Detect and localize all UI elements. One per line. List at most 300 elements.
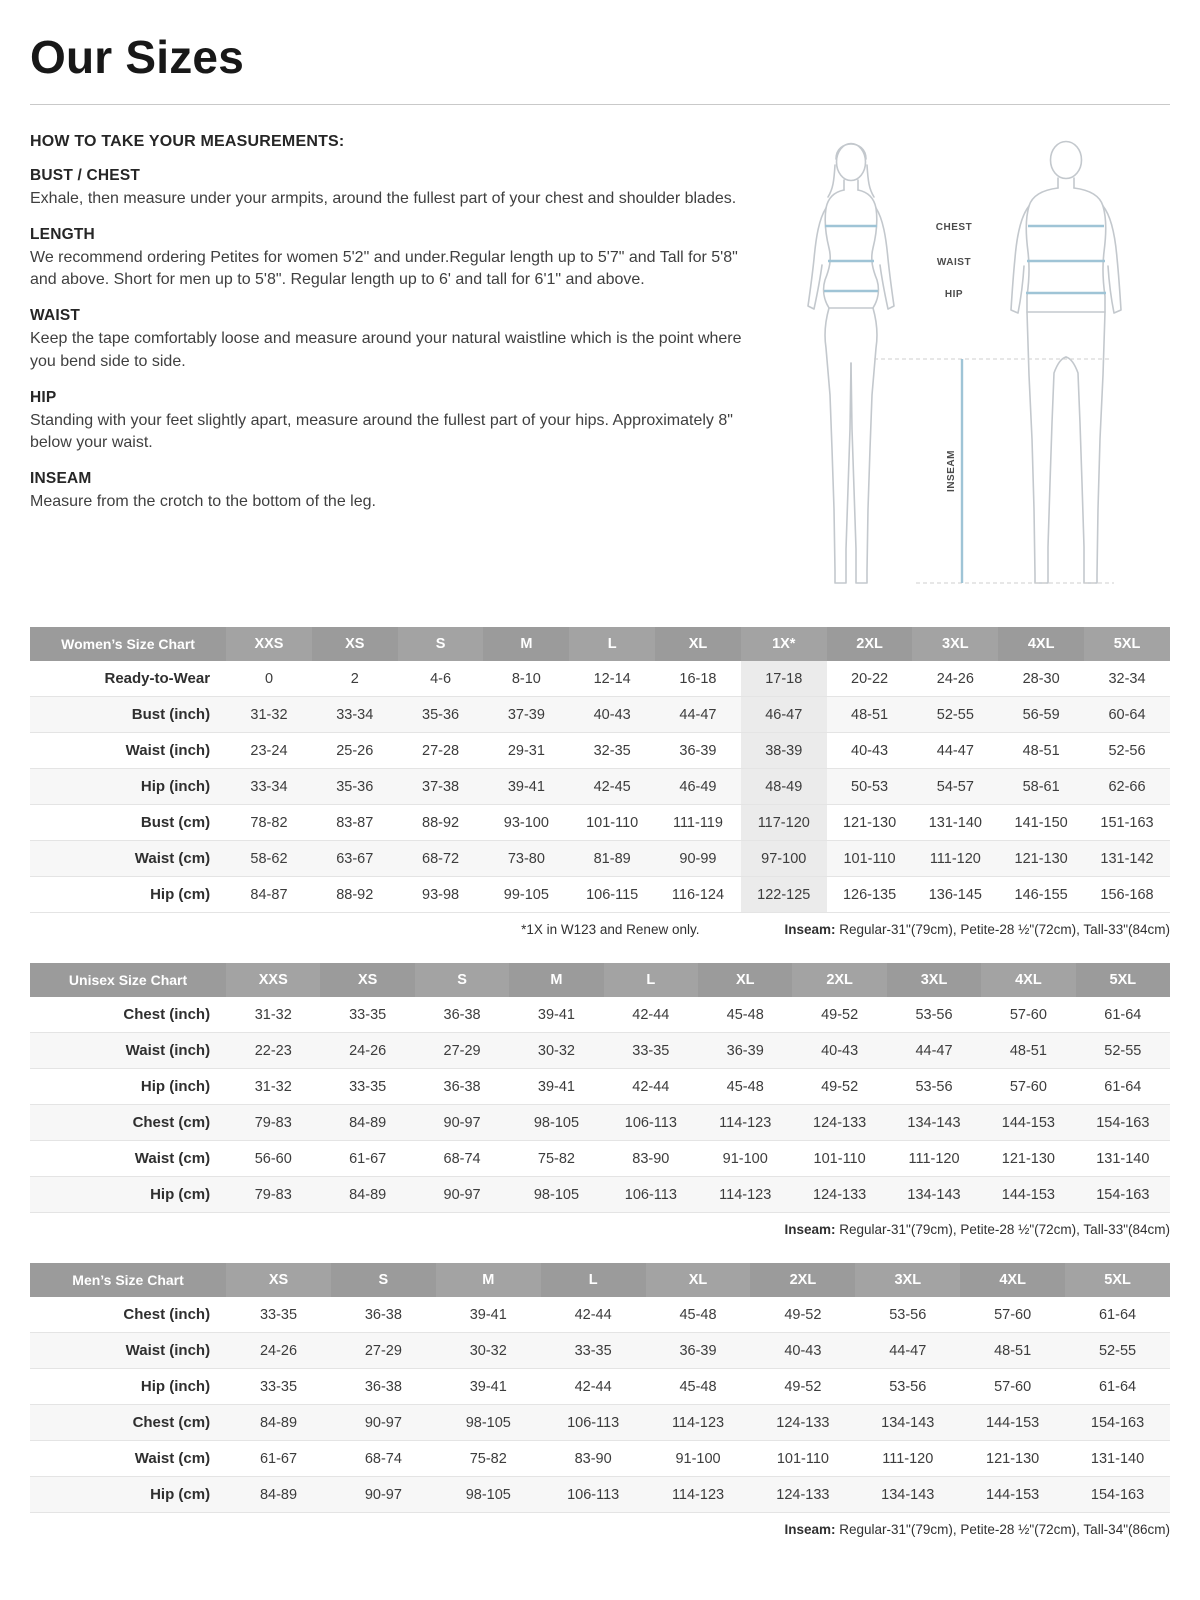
- size-cell: 27-28: [422, 742, 460, 759]
- unisex-inseam-note: [784, 1222, 1170, 1237]
- size-cell: 49-52: [784, 1378, 822, 1395]
- size-cell: 40-43: [593, 706, 631, 723]
- size-cell: 106-115: [586, 886, 639, 903]
- size-cell: 144-153: [986, 1486, 1040, 1503]
- size-cell: 30-32: [469, 1342, 507, 1359]
- size-cell: 144-153: [1001, 1186, 1055, 1203]
- size-cell: 40-43: [851, 742, 889, 759]
- size-cell: 90-97: [364, 1414, 402, 1431]
- instruction-length: [30, 226, 750, 292]
- size-cell: 111-120: [908, 1150, 960, 1167]
- table-row: [30, 769, 1170, 805]
- size-cell: 23-24: [250, 742, 288, 759]
- size-cell: 63-67: [336, 850, 374, 867]
- size-cell: 106-113: [624, 1114, 677, 1131]
- size-cell: 48-51: [994, 1342, 1032, 1359]
- instruction-body: Exhale, then measure under your armpits, around the fullest part of your chest and shoulder blades.: [30, 190, 737, 207]
- size-cell: 17-18: [741, 661, 827, 697]
- size-cell: 91-100: [675, 1450, 721, 1467]
- size-column-header: 5XL: [1065, 1263, 1170, 1297]
- table-row: [30, 661, 1170, 697]
- size-cell: 30-32: [537, 1042, 575, 1059]
- row-label: Chest (inch): [123, 1006, 211, 1023]
- measurement-figures-svg: [766, 131, 1166, 601]
- size-cell: 117-120: [741, 805, 827, 841]
- unisex-size-table: [30, 963, 1170, 1213]
- table-row: [30, 733, 1170, 769]
- size-column-header: 2XL: [792, 963, 886, 997]
- size-cell: 53-56: [889, 1378, 927, 1395]
- size-cell: 98-105: [465, 1414, 511, 1431]
- measurement-guide-section: [30, 129, 1170, 601]
- size-cell: 33-35: [632, 1042, 670, 1059]
- unisex-table-footnotes: [30, 1222, 1170, 1237]
- size-cell: 57-60: [1009, 1078, 1047, 1095]
- woman-figure: [808, 144, 894, 584]
- size-cell: 42-44: [574, 1378, 612, 1395]
- size-cell: 48-51: [1009, 1042, 1047, 1059]
- size-cell: 101-110: [813, 1150, 866, 1167]
- row-label: Hip (cm): [150, 1186, 211, 1203]
- size-cell: 154-163: [1090, 1486, 1145, 1503]
- size-cell: 121-130: [842, 814, 897, 831]
- size-column-header: XXS: [226, 627, 312, 661]
- size-cell: 84-89: [259, 1414, 298, 1431]
- size-cell: 42-44: [574, 1306, 612, 1323]
- size-cell: 31-32: [254, 1078, 292, 1095]
- size-cell: 58-62: [250, 850, 288, 867]
- size-cell: 141-150: [1014, 814, 1068, 831]
- size-cell: 42-44: [632, 1078, 670, 1095]
- size-cell: 90-97: [443, 1186, 481, 1203]
- mens-size-table-container: [30, 1263, 1170, 1513]
- size-cell: 88-92: [336, 886, 374, 903]
- size-cell: 53-56: [915, 1078, 953, 1095]
- size-cell: 84-87: [250, 886, 288, 903]
- size-cell: 45-48: [679, 1378, 717, 1395]
- table-row: [30, 1333, 1170, 1369]
- size-cell: 27-29: [364, 1342, 402, 1359]
- row-label: Hip (inch): [140, 1378, 211, 1395]
- size-cell: 38-39: [741, 733, 827, 769]
- size-column-header: XS: [226, 1263, 331, 1297]
- size-cell: 79-83: [254, 1114, 292, 1131]
- size-cell: 46-47: [741, 697, 827, 733]
- size-cell: 78-82: [250, 814, 288, 831]
- size-cell: 40-43: [784, 1342, 822, 1359]
- size-cell: 32-34: [1108, 670, 1146, 687]
- size-cell: 33-35: [259, 1306, 298, 1323]
- table-title-cell: Unisex Size Chart: [30, 963, 226, 997]
- size-cell: 42-44: [632, 1006, 670, 1023]
- size-cell: 20-22: [851, 670, 889, 687]
- waist-label: WAIST: [936, 257, 972, 268]
- size-cell: 52-56: [1108, 742, 1146, 759]
- size-cell: 106-113: [567, 1486, 620, 1503]
- size-cell: 84-89: [259, 1486, 298, 1503]
- size-cell: 151-163: [1100, 814, 1154, 831]
- size-cell: 39-41: [507, 778, 545, 795]
- size-cell: 2: [350, 670, 359, 687]
- size-cell: 40-43: [821, 1042, 859, 1059]
- size-cell: 68-74: [364, 1450, 402, 1467]
- inseam-note-text: Regular-31"(79cm), Petite-28 ½"(72cm), Tall-33"(84cm): [835, 1222, 1170, 1237]
- size-cell: 33-34: [336, 706, 374, 723]
- row-label: Waist (inch): [125, 742, 211, 759]
- size-cell: 61-64: [1098, 1306, 1137, 1323]
- mens-size-table: [30, 1263, 1170, 1513]
- size-cell: 90-99: [679, 850, 717, 867]
- size-cell: 61-67: [259, 1450, 298, 1467]
- size-cell: 36-38: [364, 1378, 402, 1395]
- size-cell: 144-153: [986, 1414, 1040, 1431]
- size-cell: 111-119: [672, 814, 723, 831]
- size-cell: 61-64: [1098, 1378, 1137, 1395]
- size-cell: 37-38: [422, 778, 460, 795]
- size-column-header: L: [569, 627, 655, 661]
- size-cell: 45-48: [726, 1078, 764, 1095]
- size-column-header: 3XL: [887, 963, 981, 997]
- size-column-header: 2XL: [827, 627, 913, 661]
- size-cell: 79-83: [254, 1186, 292, 1203]
- row-label: Ready-to-Wear: [104, 670, 211, 687]
- size-cell: 36-39: [679, 742, 717, 759]
- table-row: [30, 1405, 1170, 1441]
- size-cell: 39-41: [469, 1378, 507, 1395]
- instruction-waist: [30, 307, 750, 373]
- size-cell: 35-36: [336, 778, 374, 795]
- size-cell: 131-140: [928, 814, 982, 831]
- size-column-header: XS: [312, 627, 398, 661]
- size-cell: 49-52: [821, 1006, 859, 1023]
- size-cell: 37-39: [507, 706, 545, 723]
- size-cell: 97-100: [741, 841, 827, 877]
- size-cell: 154-163: [1090, 1414, 1145, 1431]
- size-cell: 73-80: [507, 850, 545, 867]
- size-column-header: XL: [655, 627, 741, 661]
- size-column-header: XL: [698, 963, 792, 997]
- size-column-header: S: [415, 963, 509, 997]
- size-cell: 75-82: [469, 1450, 507, 1467]
- size-cell: 31-32: [254, 1006, 292, 1023]
- size-cell: 93-98: [422, 886, 460, 903]
- size-cell: 24-26: [259, 1342, 298, 1359]
- size-cell: 156-168: [1100, 886, 1154, 903]
- size-cell: 83-90: [632, 1150, 670, 1167]
- table-row: [30, 841, 1170, 877]
- size-cell: 39-41: [537, 1078, 575, 1095]
- size-column-header: 1X*: [741, 627, 827, 661]
- chest-label: CHEST: [935, 222, 973, 233]
- size-cell: 28-30: [1022, 670, 1060, 687]
- size-cell: 35-36: [422, 706, 460, 723]
- size-cell: 57-60: [994, 1378, 1032, 1395]
- size-column-header: L: [541, 1263, 646, 1297]
- unisex-size-chart-section: [30, 963, 1170, 1237]
- size-cell: 131-142: [1100, 850, 1154, 867]
- size-cell: 62-66: [1108, 778, 1146, 795]
- instruction-heading: HIP: [30, 388, 57, 406]
- inseam-note-label: Inseam:: [784, 922, 836, 937]
- womens-size-chart-section: [30, 627, 1170, 937]
- size-cell: 61-64: [1104, 1006, 1142, 1023]
- instruction-heading: INSEAM: [30, 470, 92, 488]
- table-row: [30, 1069, 1170, 1105]
- size-cell: 124-133: [813, 1186, 867, 1203]
- hip-label: HIP: [944, 289, 964, 300]
- size-cell: 144-153: [1001, 1114, 1055, 1131]
- size-cell: 154-163: [1096, 1114, 1150, 1131]
- size-cell: 52-55: [1098, 1342, 1137, 1359]
- table-row: [30, 1141, 1170, 1177]
- womens-inseam-note: [784, 922, 1170, 937]
- inseam-note-text: Regular-31"(79cm), Petite-28 ½"(72cm), Tall-33"(84cm): [835, 922, 1170, 937]
- size-cell: 54-57: [936, 778, 974, 795]
- instruction-body: Standing with your feet slightly apart, measure around the fullest part of your hips. Approximately 8" below your waist.: [30, 411, 733, 452]
- size-cell: 56-60: [254, 1150, 292, 1167]
- instruction-heading: LENGTH: [30, 225, 95, 243]
- size-cell: 124-133: [776, 1486, 830, 1503]
- size-cell: 146-155: [1014, 886, 1068, 903]
- instruction-body: We recommend ordering Petites for women 5'2" and under.Regular length up to 5'7" and Tall for 5'8" and above. Short for men up to 5'8". Regular length up to 6' and tall for 6'1" and above.: [30, 248, 738, 289]
- table-row: [30, 997, 1170, 1033]
- instruction-body: Measure from the crotch to the bottom of the leg.: [30, 493, 376, 511]
- size-column-header: L: [604, 963, 698, 997]
- womens-table-footnotes: [30, 922, 1170, 937]
- size-cell: 52-55: [1104, 1042, 1142, 1059]
- size-cell: 91-100: [722, 1150, 768, 1167]
- diagram-labels: [936, 222, 972, 492]
- size-column-header: 3XL: [912, 627, 998, 661]
- size-column-header: 4XL: [960, 1263, 1065, 1297]
- row-label: Waist (cm): [134, 1150, 211, 1167]
- size-cell: 0: [264, 670, 274, 687]
- size-cell: 25-26: [336, 742, 374, 759]
- size-cell: 16-18: [679, 670, 717, 687]
- unisex-size-table-container: [30, 963, 1170, 1213]
- table-title-cell: Women’s Size Chart: [30, 627, 226, 661]
- size-cell: 99-105: [503, 886, 549, 903]
- table-row: [30, 1441, 1170, 1477]
- womens-size-table: [30, 627, 1170, 913]
- size-cell: 31-32: [250, 706, 288, 723]
- size-cell: 24-26: [349, 1042, 387, 1059]
- size-cell: 32-35: [593, 742, 631, 759]
- size-cell: 39-41: [469, 1306, 507, 1323]
- row-label: Hip (cm): [150, 1486, 211, 1503]
- size-column-header: 5XL: [1084, 627, 1170, 661]
- size-cell: 50-53: [851, 778, 889, 795]
- table-row: [30, 805, 1170, 841]
- size-column-header: 4XL: [998, 627, 1084, 661]
- size-cell: 83-87: [336, 814, 374, 831]
- size-column-header: 2XL: [750, 1263, 855, 1297]
- mens-table-footnotes: [30, 1522, 1170, 1537]
- instruction-inseam: [30, 470, 750, 514]
- size-column-header: 4XL: [981, 963, 1075, 997]
- size-cell: 124-133: [776, 1414, 830, 1431]
- size-column-header: S: [398, 627, 484, 661]
- size-cell: 57-60: [994, 1306, 1032, 1323]
- size-cell: 114-123: [719, 1114, 772, 1131]
- size-cell: 121-130: [986, 1450, 1040, 1467]
- size-cell: 44-47: [679, 706, 717, 723]
- size-column-header: XL: [646, 1263, 751, 1297]
- man-figure: [1011, 142, 1121, 584]
- size-cell: 27-29: [443, 1042, 481, 1059]
- size-cell: 122-125: [741, 877, 827, 913]
- size-cell: 98-105: [533, 1186, 580, 1203]
- size-column-header: M: [436, 1263, 541, 1297]
- size-cell: 44-47: [889, 1342, 927, 1359]
- size-cell: 116-124: [671, 886, 725, 903]
- size-cell: 154-163: [1096, 1186, 1150, 1203]
- size-cell: 114-123: [671, 1486, 725, 1503]
- table-row: [30, 697, 1170, 733]
- size-cell: 98-105: [465, 1486, 511, 1503]
- size-cell: 24-26: [936, 670, 974, 687]
- size-cell: 36-39: [679, 1342, 717, 1359]
- size-cell: 36-38: [443, 1006, 481, 1023]
- size-cell: 106-113: [624, 1186, 677, 1203]
- size-cell: 36-39: [726, 1042, 764, 1059]
- table-title-cell: Men’s Size Chart: [30, 1263, 226, 1297]
- size-cell: 93-100: [503, 814, 549, 831]
- size-cell: 134-143: [907, 1186, 961, 1203]
- table-row: [30, 1033, 1170, 1069]
- row-label: Bust (inch): [131, 706, 211, 723]
- size-cell: 49-52: [821, 1078, 859, 1095]
- size-column-header: M: [509, 963, 603, 997]
- size-cell: 46-49: [679, 778, 717, 795]
- instruction-heading: WAIST: [30, 307, 81, 325]
- row-label: Waist (cm): [134, 850, 211, 867]
- table-row: [30, 1369, 1170, 1405]
- size-column-header: 3XL: [855, 1263, 960, 1297]
- size-cell: 81-89: [593, 850, 631, 867]
- size-cell: 121-130: [1001, 1150, 1055, 1167]
- size-cell: 114-123: [671, 1414, 725, 1431]
- size-cell: 33-35: [349, 1006, 387, 1023]
- size-cell: 111-120: [882, 1450, 934, 1467]
- size-column-header: XS: [320, 963, 414, 997]
- size-cell: 88-92: [422, 814, 460, 831]
- table-row: [30, 1477, 1170, 1513]
- size-cell: 44-47: [936, 742, 974, 759]
- one-x-footnote: *1X in W123 and Renew only.: [521, 922, 700, 937]
- size-cell: 48-51: [851, 706, 889, 723]
- size-cell: 124-133: [813, 1114, 867, 1131]
- size-cell: 106-113: [567, 1414, 620, 1431]
- row-label: Hip (inch): [140, 778, 211, 795]
- body-measurement-diagram: [762, 129, 1170, 601]
- size-column-header: 5XL: [1076, 963, 1170, 997]
- size-cell: 101-110: [586, 814, 639, 831]
- size-cell: 134-143: [881, 1486, 935, 1503]
- size-cell: 61-67: [349, 1150, 387, 1167]
- size-cell: 48-51: [1022, 742, 1060, 759]
- size-cell: 84-89: [349, 1186, 387, 1203]
- row-label: Bust (cm): [140, 814, 211, 831]
- size-cell: 90-97: [364, 1486, 402, 1503]
- size-cell: 101-110: [776, 1450, 829, 1467]
- size-cell: 84-89: [349, 1114, 387, 1131]
- mens-inseam-note: [784, 1522, 1170, 1537]
- size-cell: 45-48: [726, 1006, 764, 1023]
- inseam-note-text: Regular-31"(79cm), Petite-28 ½"(72cm), Tall-34"(86cm): [835, 1522, 1170, 1537]
- size-cell: 134-143: [907, 1114, 961, 1131]
- row-label: Chest (cm): [132, 1114, 211, 1131]
- size-cell: 53-56: [889, 1306, 927, 1323]
- size-column-header: XXS: [226, 963, 320, 997]
- size-cell: 33-34: [250, 778, 288, 795]
- instruction-bust-chest: [30, 167, 750, 211]
- size-cell: 75-82: [537, 1150, 575, 1167]
- size-cell: 57-60: [1009, 1006, 1047, 1023]
- size-cell: 12-14: [593, 670, 631, 687]
- size-cell: 22-23: [254, 1042, 292, 1059]
- size-cell: 121-130: [1014, 850, 1068, 867]
- size-cell: 60-64: [1108, 706, 1146, 723]
- size-cell: 126-135: [842, 886, 897, 903]
- inseam-note-label: Inseam:: [784, 1522, 836, 1537]
- instruction-body: Keep the tape comfortably loose and measure around your natural waistline which is the point where you bend side to side.: [30, 330, 742, 370]
- size-cell: 131-140: [1090, 1450, 1145, 1467]
- size-cell: 42-45: [593, 778, 631, 795]
- size-cell: 49-52: [784, 1306, 822, 1323]
- size-cell: 131-140: [1096, 1150, 1150, 1167]
- size-cell: 45-48: [679, 1306, 717, 1323]
- inseam-label: INSEAM: [946, 450, 957, 492]
- size-cell: 83-90: [574, 1450, 612, 1467]
- size-cell: 36-38: [364, 1306, 402, 1323]
- mens-size-chart-section: [30, 1263, 1170, 1537]
- row-label: Waist (inch): [125, 1342, 211, 1359]
- row-label: Waist (cm): [134, 1450, 211, 1467]
- row-label: Hip (inch): [140, 1078, 211, 1095]
- size-cell: 134-143: [881, 1414, 935, 1431]
- instruction-heading: BUST / CHEST: [30, 167, 141, 184]
- size-cell: 111-120: [929, 850, 981, 867]
- page-title: Our Sizes: [30, 31, 244, 83]
- size-cell: 4-6: [430, 670, 452, 687]
- size-cell: 44-47: [915, 1042, 953, 1059]
- size-cell: 48-49: [741, 769, 827, 805]
- size-cell: 33-35: [574, 1342, 612, 1359]
- size-cell: 39-41: [537, 1006, 575, 1023]
- inseam-note-label: Inseam:: [784, 1222, 836, 1237]
- row-label: Chest (inch): [123, 1306, 211, 1323]
- size-cell: 58-61: [1022, 778, 1060, 795]
- measurement-instructions: [30, 129, 762, 601]
- size-cell: 68-74: [443, 1150, 481, 1167]
- size-cell: 98-105: [533, 1114, 580, 1131]
- size-cell: 68-72: [422, 850, 460, 867]
- table-row: [30, 1105, 1170, 1141]
- size-column-header: M: [483, 627, 569, 661]
- instructions-heading: HOW TO TAKE YOUR MEASUREMENTS:: [30, 133, 345, 150]
- size-cell: 136-145: [928, 886, 982, 903]
- size-cell: 61-64: [1104, 1078, 1142, 1095]
- size-column-header: S: [331, 1263, 436, 1297]
- row-label: Hip (cm): [150, 886, 211, 903]
- size-cell: 8-10: [511, 670, 541, 687]
- size-cell: 33-35: [349, 1078, 387, 1095]
- size-cell: 52-55: [936, 706, 974, 723]
- size-cell: 114-123: [719, 1186, 772, 1203]
- row-label: Chest (cm): [132, 1414, 211, 1431]
- instruction-hip: [30, 389, 750, 455]
